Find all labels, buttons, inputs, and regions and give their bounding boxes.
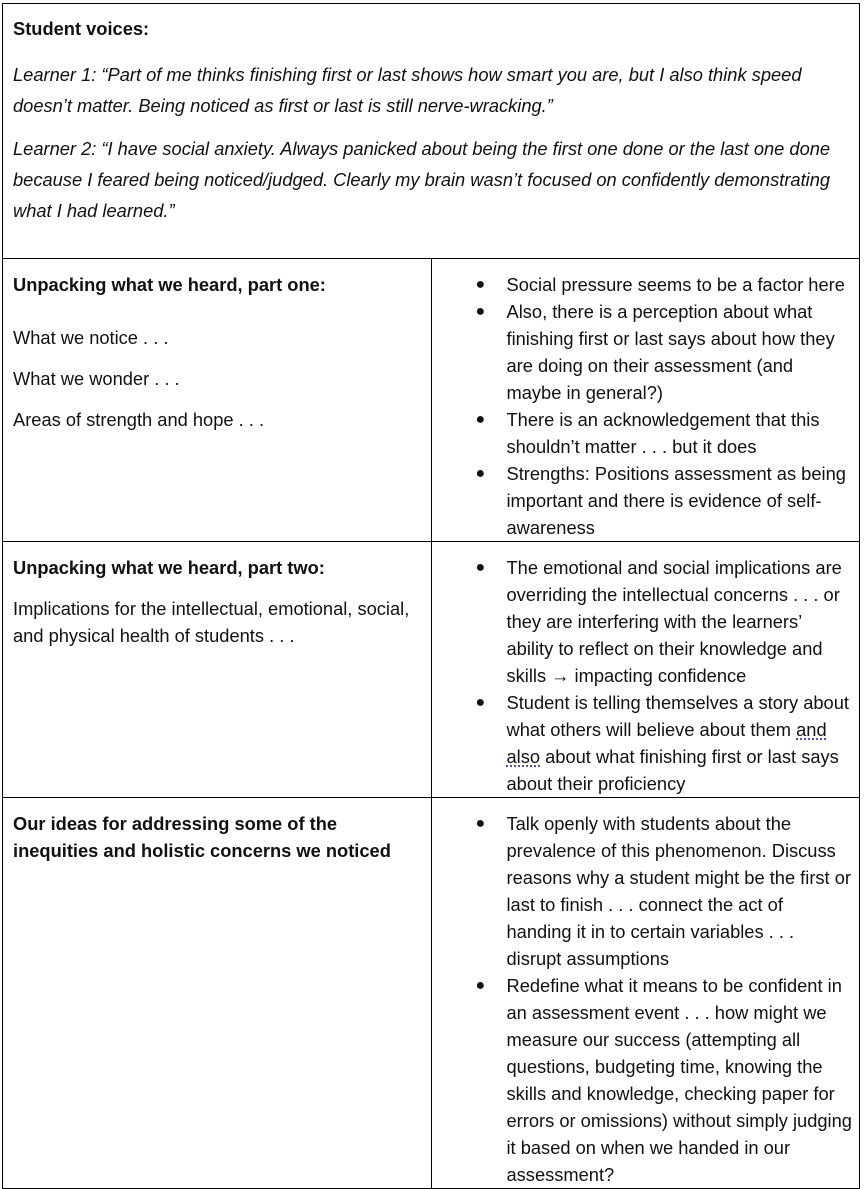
part-two-content-cell <box>431 542 860 798</box>
list-item <box>432 271 854 298</box>
part-one-title: Unpacking what we heard, part one: <box>13 274 326 295</box>
list-item <box>432 689 854 797</box>
bullet-text: Also, there is a perception about what finishing first or last says about how they are doing on their assessment (and maybe in general?) <box>506 301 835 403</box>
bullet-text: Social pressure seems to be a factor here <box>506 274 845 295</box>
ideas-title: Our ideas for addressing some of the inequities and holistic concerns we noticed <box>13 813 391 861</box>
student-voices-row <box>3 4 860 259</box>
prompt-wonder: What we wonder . . . <box>13 368 180 389</box>
bullet-text: There is an acknowledgement that this shouldn’t matter . . . but it does <box>506 409 820 457</box>
ideas-bullets <box>432 810 854 1188</box>
part-two-title: Unpacking what we heard, part two: <box>13 557 325 578</box>
bullet-icon: ● <box>475 977 486 994</box>
bullet-icon: ● <box>475 411 486 428</box>
student-voices-cell <box>3 4 860 259</box>
bullet-icon: ● <box>475 815 486 832</box>
list-item <box>432 298 854 406</box>
bullet-icon: ● <box>475 276 486 293</box>
bullet-icon: ● <box>475 694 486 711</box>
learner-1-quote: Learner 1: “Part of me thinks finishing first or last shows how smart you are, but I also think speed doesn’t matter. Being noticed as first or last is still nerve-wracking.” <box>13 64 802 116</box>
part-two-row <box>3 542 860 798</box>
bullet-text: Talk openly with students about the prevalence of this phenomenon. Discuss reasons why a student might be the first or last to finish . . . connect the act of handing it in to certain variables . . . disrupt assumptions <box>506 813 851 969</box>
ideas-label-cell <box>3 798 432 1189</box>
list-item <box>432 406 854 460</box>
prompt-notice: What we notice . . . <box>13 327 169 348</box>
part-one-row <box>3 259 860 542</box>
bullet-text-start: Student is telling themselves a story about what others will believe about them <box>506 692 849 740</box>
bullet-icon: ● <box>475 465 486 482</box>
ideas-content-cell <box>431 798 860 1189</box>
prompt-strength-hope: Areas of strength and hope . . . <box>13 409 265 430</box>
part-two-bullets <box>432 554 854 797</box>
spellcheck-marked-text: and also <box>506 719 827 767</box>
ideas-row <box>3 798 860 1189</box>
bullet-text: Strengths: Positions assessment as being important and there is evidence of self-awareness <box>506 463 846 538</box>
bullet-icon: ● <box>475 559 486 576</box>
bullet-text: The emotional and social implications are overriding the intellectual concerns . . . or they are interfering with the learners’ ability to reflect on their knowledge and skills → impacting confidence <box>506 557 842 686</box>
learner-2-quote: Learner 2: “I have social anxiety. Always panicked about being the first one done or the last one done because I feared being noticed/judged. Clearly my brain wasn’t focused on confidently demonstrating what I had learned.” <box>13 138 831 221</box>
part-one-label-cell <box>3 259 432 542</box>
prompt-implications: Implications for the intellectual, emotional, social, and physical health of students . . . <box>13 598 410 646</box>
part-two-label-cell <box>3 542 432 798</box>
list-item <box>432 972 854 1188</box>
part-one-content-cell <box>431 259 860 542</box>
list-item <box>432 460 854 541</box>
reflection-table <box>2 3 860 1189</box>
bullet-text-end: about what finishing first or last says about their proficiency <box>506 746 839 794</box>
student-voices-title: Student voices: <box>13 18 150 39</box>
bullet-text: Redefine what it means to be confident in an assessment event . . . how might we measure our success (attempting all questions, budgeting time, knowing the skills and knowledge, checking paper for errors or omissions) without simply judging it based on when we handed in our assessment? <box>506 975 852 1185</box>
bullet-icon: ● <box>475 303 486 320</box>
part-one-bullets <box>432 271 854 541</box>
list-item <box>432 810 854 972</box>
list-item <box>432 554 854 689</box>
